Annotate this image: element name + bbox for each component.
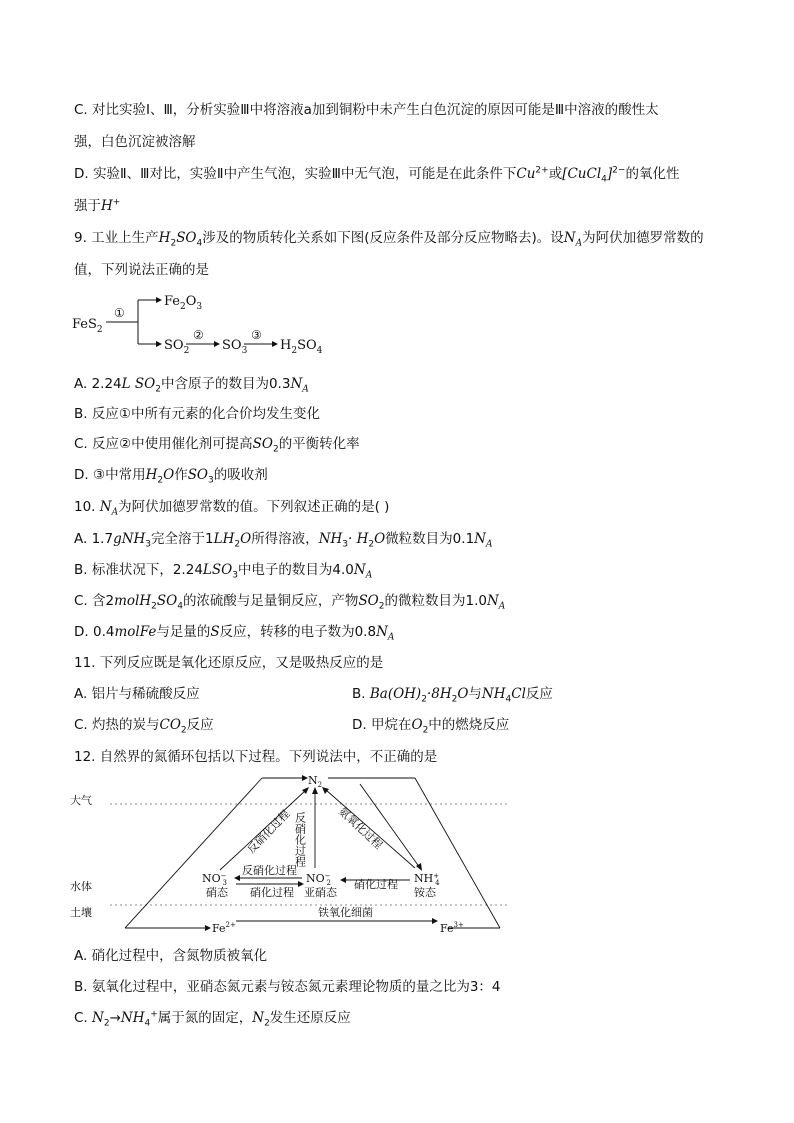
q12-stem: 12. 自然界的氮循环包括以下过程。下列说法中，不正确的是 bbox=[74, 749, 438, 765]
n2-label: $N_2$ bbox=[308, 774, 323, 789]
q10-option-c: C. 含$2molH_2SO_4$的浓硫酸与足量铜反应，产物$SO_2$的微粒数目为$1.0N_A$ bbox=[74, 593, 506, 612]
q11-option-b: B. $Ba(OH)_2\cdot 8H_2O$与$NH_4Cl$反应 bbox=[352, 686, 553, 705]
denitrification-mid-label: 反硝化过程 bbox=[293, 812, 307, 867]
q10-option-d: D. 0.4molFe与足量的S反应，转移的电子数为$0.8N_A$ bbox=[74, 624, 395, 643]
q12-nitrogen-cycle-diagram bbox=[70, 770, 520, 940]
svg-text:硝化过程: 硝化过程 bbox=[354, 878, 398, 891]
q8-option-d-line1: D. 实验Ⅱ、Ⅲ对比，实验Ⅱ中产生气泡，实验Ⅲ中无气泡，可能是在此条件下$Cu^{2+}$或[CuCl$_4$]$^{2-}$的氧化性 bbox=[74, 165, 680, 185]
q11-option-c: C. 灼热的炭与$CO_2$反应 bbox=[74, 717, 214, 736]
svg-text:③: ③ bbox=[251, 328, 262, 342]
q8-option-c-line2: 强，白色沉淀被溶解 bbox=[74, 134, 196, 150]
svg-text:Fe2O3: $Fe_2O_3$ bbox=[164, 294, 203, 312]
q12-option-c: C. $N_2\to NH_4^+$属于氮的固定，$N_2$发生还原反应 bbox=[74, 1009, 351, 1029]
q9-option-a: A. 2.24L $SO_2$中含原子的数目为$0.3N_A$ bbox=[74, 376, 309, 395]
iron-bacteria-label: 铁氧化细菌 bbox=[318, 906, 373, 919]
q11-stem: 11. 下列反应既是氧化还原反应，又是吸热反应的是 bbox=[74, 655, 384, 671]
svg-text:②: ② bbox=[193, 328, 204, 342]
svg-text:FeS2: FeS$_2$ bbox=[72, 317, 103, 335]
nh4-label: NH+ 4 bbox=[414, 872, 440, 887]
denitrification-left-label: 反硝化过程 bbox=[244, 807, 293, 857]
q8-option-c-line1: C. 对比实验Ⅰ、Ⅲ，分析实验Ⅲ中将溶液a加到铜粉中未产生白色沉淀的原因可能是Ⅲ中溶液的酸性太 bbox=[74, 102, 659, 118]
svg-text:H2SO4: $H_2SO_4$ bbox=[280, 338, 323, 356]
q9-option-b: B. 反应①中所有元素的化合价均发生变化 bbox=[74, 406, 320, 422]
no2-name: 亚硝态 bbox=[304, 886, 337, 899]
q9-option-d: D. ③中常用$H_2O$作$SO_3$的吸收剂 bbox=[74, 467, 268, 486]
label-water: 水体 bbox=[70, 880, 92, 893]
q12-option-a: A. 硝化过程中，含氮物质被氧化 bbox=[74, 948, 268, 964]
q9-reaction-scheme bbox=[70, 288, 370, 360]
fe3-label: $Fe^{3+}$ bbox=[440, 921, 464, 935]
svg-text:①: ① bbox=[114, 306, 125, 320]
no3-name: 硝态 bbox=[206, 886, 228, 899]
no3-label: NO− 3 bbox=[202, 872, 227, 887]
svg-text:硝化过程: 硝化过程 bbox=[250, 886, 294, 899]
no2-label: NO− 2 bbox=[306, 872, 331, 887]
svg-text:SO2: $SO_2$ bbox=[164, 338, 190, 356]
nh4-name: 铵态 bbox=[414, 886, 436, 899]
q11-option-d: D. 甲烷在$O_2$中的燃烧反应 bbox=[352, 717, 510, 736]
q8-option-d-line2: 强于H+ bbox=[74, 197, 121, 214]
q12-option-b: B. 氨氧化过程中，亚硝态氮元素与铵态氮元素理论物质的量之比为3：4 bbox=[74, 979, 501, 995]
svg-text:SO3: $SO_3$ bbox=[222, 338, 248, 356]
ammonia-oxidation-label: 氨氧化过程 bbox=[335, 804, 386, 852]
q10-stem: 10. $N_A$为阿伏加德罗常数的值。下列叙述正确的是( ) bbox=[74, 499, 390, 518]
q9-stem-line1: 9. 工业上生产$H_2SO_4$涉及的物质转化关系如下图(反应条件及部分反应物略去)。设$N_A$为阿伏加德罗常数的 bbox=[74, 230, 704, 249]
svg-text:反硝化过程: 反硝化过程 bbox=[242, 864, 297, 877]
q9-option-c: C. 反应②中使用催化剂可提高$SO_2$的平衡转化率 bbox=[74, 436, 360, 455]
label-soil: 土壤 bbox=[70, 906, 92, 919]
q11-option-a: A. 铝片与稀硫酸反应 bbox=[74, 686, 200, 702]
fe2-label: $Fe^{2+}$ bbox=[212, 921, 236, 935]
q10-option-a: A. 1.7gNH$_3$完全溶于$1LH_2O$所得溶液，$NH_3\cdot H_2O$微粒数目为$0.1N_A$ bbox=[74, 531, 493, 550]
q10-option-b: B. 标准状况下，$2.24LSO_3$中电子的数目为$4.0N_A$ bbox=[74, 562, 373, 581]
q9-stem-line2: 值，下列说法正确的是 bbox=[74, 262, 209, 278]
label-atmosphere: 大气 bbox=[70, 794, 92, 807]
